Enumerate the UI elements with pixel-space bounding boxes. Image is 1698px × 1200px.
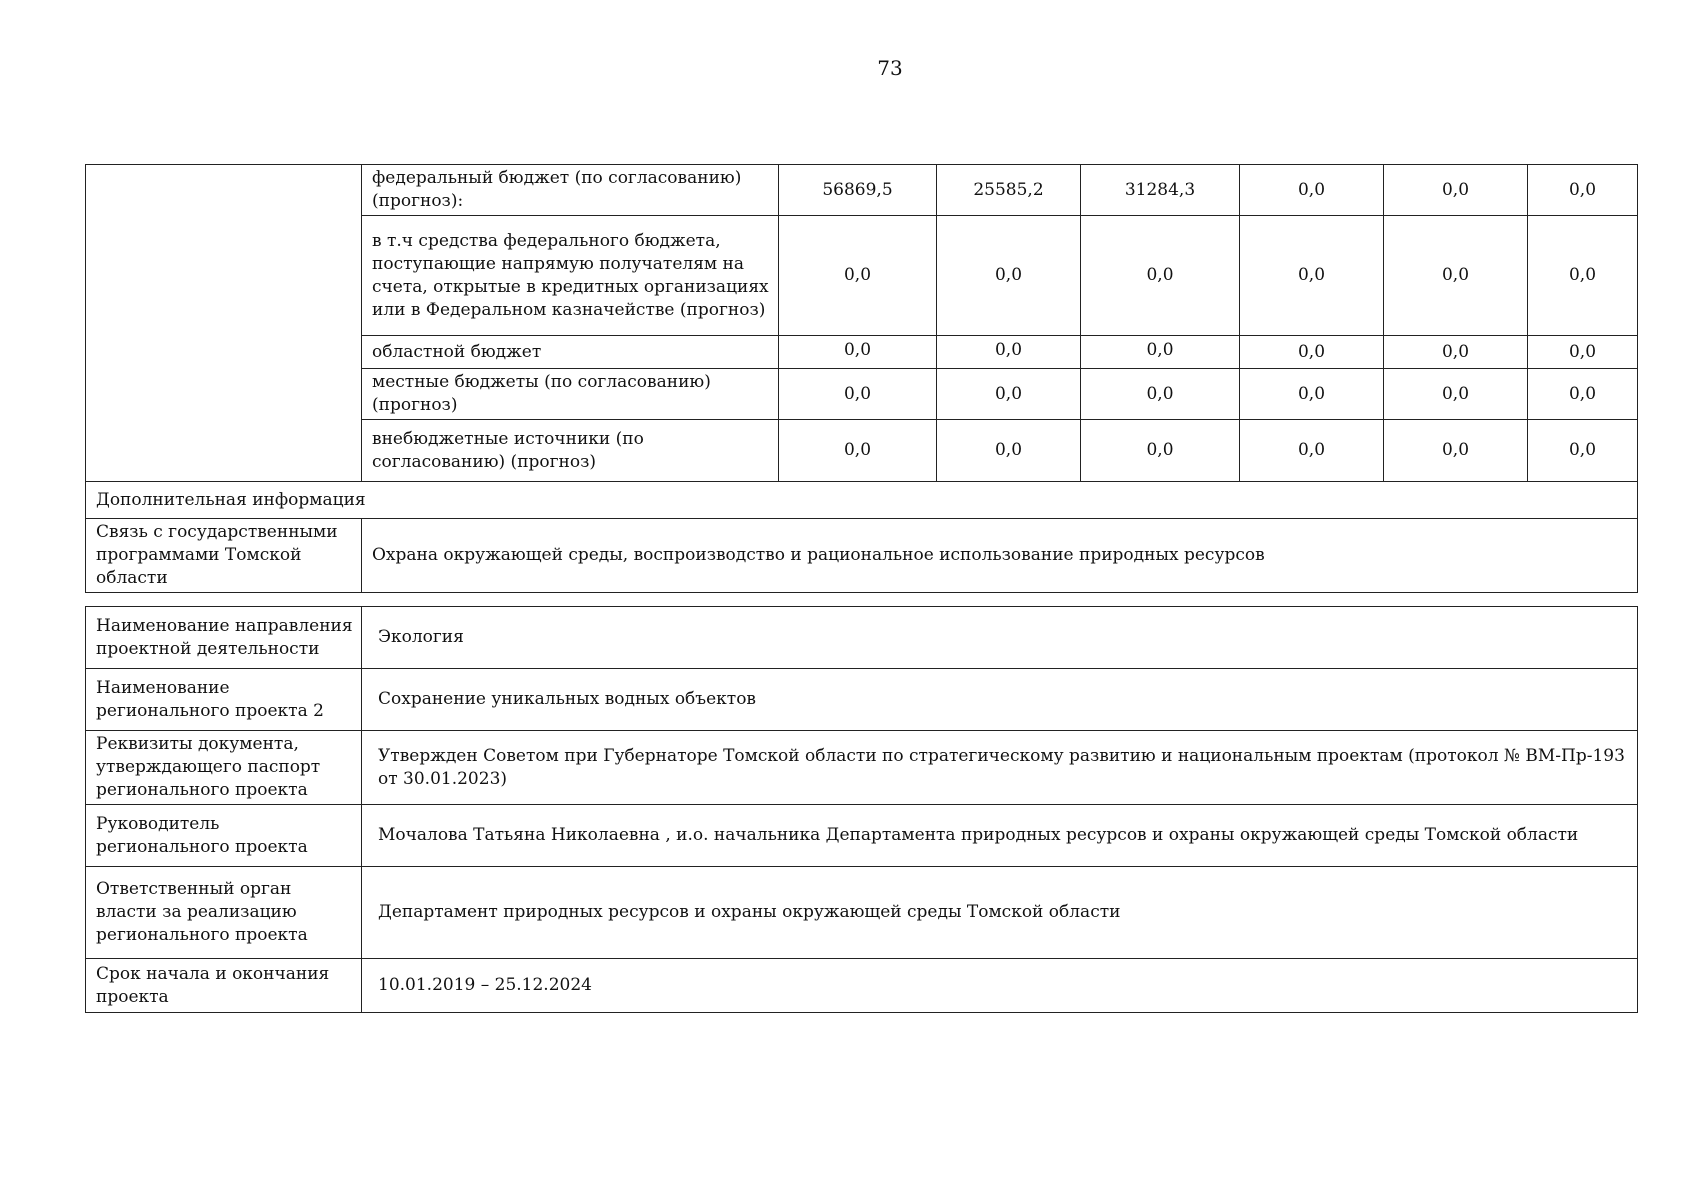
state-programs-row bbox=[86, 519, 1638, 593]
budget-value: 31284,3 bbox=[1081, 165, 1240, 216]
budget-value: 0,0 bbox=[1528, 420, 1638, 482]
project-row-key: Руководитель регионального проекта bbox=[86, 805, 362, 867]
budget-value: 56869,5 bbox=[779, 165, 937, 216]
budget-value: 0,0 bbox=[1240, 165, 1384, 216]
project-row-value: 10.01.2019 – 25.12.2024 bbox=[362, 959, 1638, 1013]
budget-value: 0,0 bbox=[1081, 420, 1240, 482]
page-number: 73 bbox=[877, 56, 903, 80]
project-row-authority bbox=[86, 867, 1638, 959]
budget-value: 0,0 bbox=[1528, 165, 1638, 216]
budget-row-label: в т.ч средства федерального бюджета, поступающие напрямую получателям на счета, открытые в кредитных организациях или в Федеральном казначействе (прогноз) bbox=[362, 216, 779, 336]
project-table bbox=[85, 606, 1638, 1013]
budget-value: 0,0 bbox=[1240, 369, 1384, 420]
project-row-key: Наименование направления проектной деятельности bbox=[86, 607, 362, 669]
budget-value: 0,0 bbox=[779, 420, 937, 482]
budget-empty-cell bbox=[86, 165, 362, 482]
budget-value: 0,0 bbox=[1240, 420, 1384, 482]
project-row-key: Срок начала и окончания проекта bbox=[86, 959, 362, 1013]
budget-value: 0,0 bbox=[1528, 216, 1638, 336]
budget-row-label: федеральный бюджет (по согласованию) (прогноз): bbox=[362, 165, 779, 216]
budget-value: 0,0 bbox=[1081, 369, 1240, 420]
project-row-value: Департамент природных ресурсов и охраны окружающей среды Томской области bbox=[362, 867, 1638, 959]
budget-value: 0,0 bbox=[937, 336, 1081, 369]
project-row-value: Мочалова Татьяна Николаевна , и.о. начальника Департамента природных ресурсов и охраны окружающей среды Томской области bbox=[362, 805, 1638, 867]
project-row-name bbox=[86, 669, 1638, 731]
state-programs-label: Связь с государственными программами Томской области bbox=[86, 519, 362, 593]
project-row-key: Ответственный орган власти за реализацию регионального проекта bbox=[86, 867, 362, 959]
project-row-head bbox=[86, 805, 1638, 867]
budget-row-label: внебюджетные источники (по согласованию) (прогноз) bbox=[362, 420, 779, 482]
budget-value: 0,0 bbox=[1081, 216, 1240, 336]
project-row-period bbox=[86, 959, 1638, 1013]
project-row-key: Наименование регионального проекта 2 bbox=[86, 669, 362, 731]
budget-value: 0,0 bbox=[779, 336, 937, 369]
budget-value: 0,0 bbox=[937, 420, 1081, 482]
budget-value: 0,0 bbox=[1240, 336, 1384, 369]
budget-value: 0,0 bbox=[779, 216, 937, 336]
project-row-key: Реквизиты документа, утверждающего паспорт регионального проекта bbox=[86, 731, 362, 805]
budget-row-label: областной бюджет bbox=[362, 336, 779, 369]
budget-value: 0,0 bbox=[1081, 336, 1240, 369]
project-row-value: Утвержден Советом при Губернаторе Томской области по стратегическому развитию и национальным проектам (протокол № ВМ-Пр-193 от 30.01.2023) bbox=[362, 731, 1638, 805]
budget-value: 25585,2 bbox=[937, 165, 1081, 216]
budget-value: 0,0 bbox=[1384, 336, 1528, 369]
project-row-value: Сохранение уникальных водных объектов bbox=[362, 669, 1638, 731]
budget-value: 0,0 bbox=[1384, 216, 1528, 336]
project-row-direction bbox=[86, 607, 1638, 669]
budget-row-label: местные бюджеты (по согласованию) (прогноз) bbox=[362, 369, 779, 420]
additional-info-row bbox=[86, 482, 1638, 519]
budget-table bbox=[85, 164, 1638, 593]
budget-value: 0,0 bbox=[1384, 165, 1528, 216]
budget-value: 0,0 bbox=[1384, 369, 1528, 420]
budget-value: 0,0 bbox=[1528, 336, 1638, 369]
project-row-value: Экология bbox=[362, 607, 1638, 669]
budget-value: 0,0 bbox=[1240, 216, 1384, 336]
budget-value: 0,0 bbox=[1384, 420, 1528, 482]
budget-row-federal bbox=[86, 165, 1638, 216]
budget-value: 0,0 bbox=[1528, 369, 1638, 420]
additional-info-heading: Дополнительная информация bbox=[86, 482, 1638, 519]
budget-value: 0,0 bbox=[937, 369, 1081, 420]
budget-value: 0,0 bbox=[779, 369, 937, 420]
project-row-document bbox=[86, 731, 1638, 805]
state-programs-value: Охрана окружающей среды, воспроизводство и рациональное использование природных ресурсов bbox=[362, 519, 1638, 593]
budget-value: 0,0 bbox=[937, 216, 1081, 336]
